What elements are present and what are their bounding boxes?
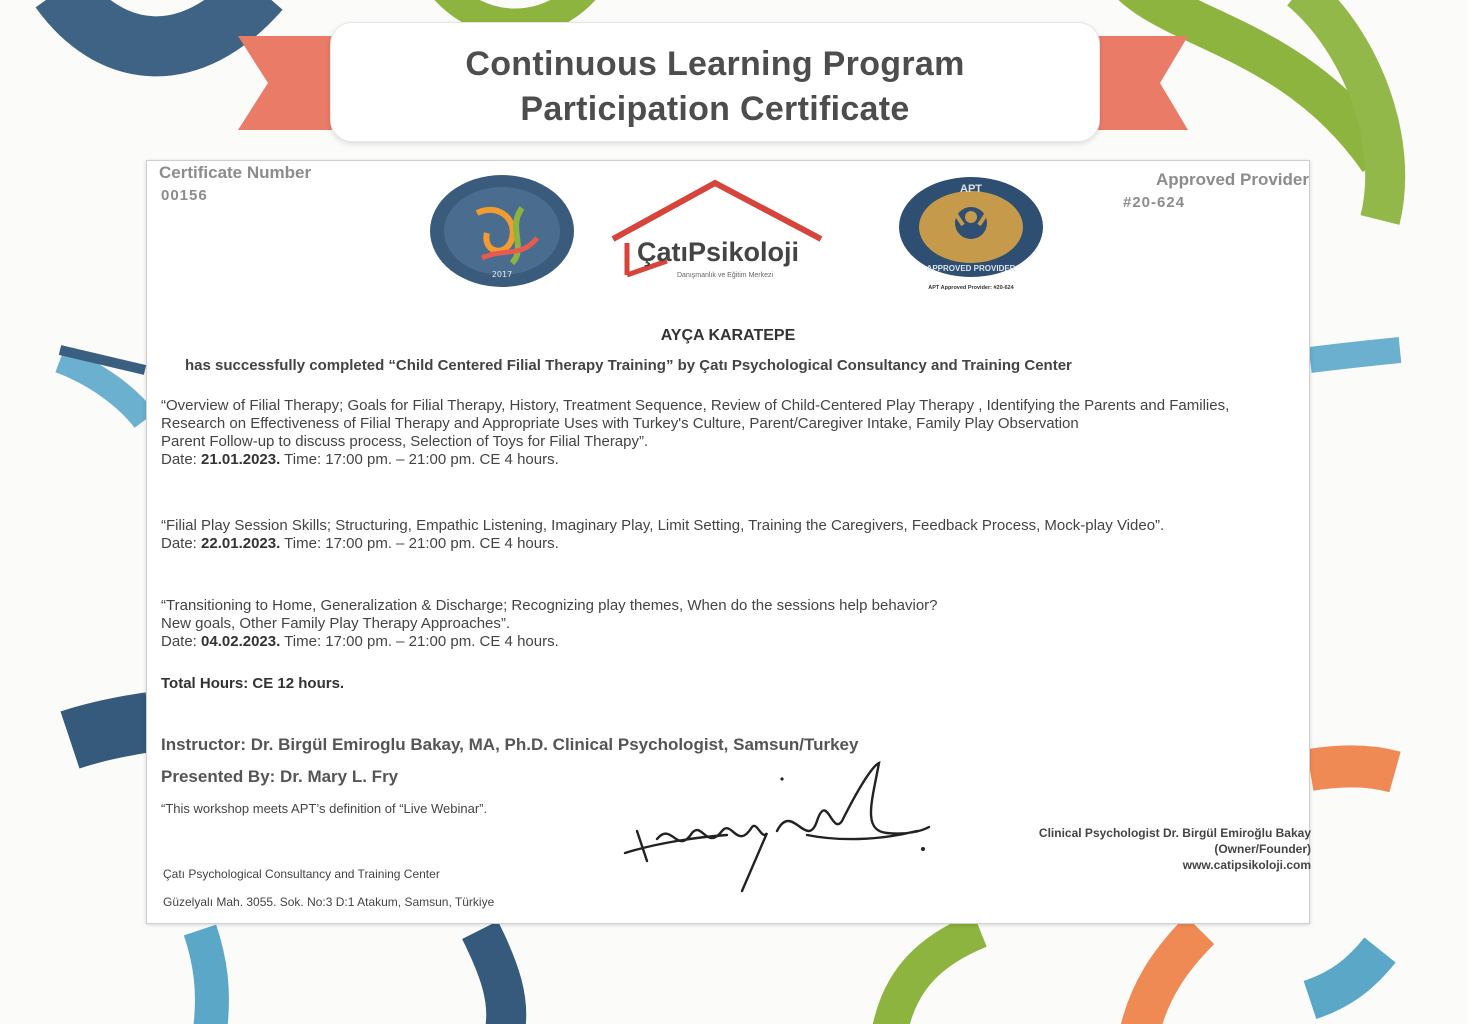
swirl-orange-bottom-right	[1140, 930, 1200, 1024]
footer-address: Güzelyalı Mah. 3055. Sok. No:3 D:1 Atakum, Samsun, Türkiye	[163, 895, 495, 909]
date-label: Date:	[161, 633, 202, 650]
session-date: 22.01.2023.	[201, 535, 281, 552]
swirl-green-bottom	[890, 930, 980, 1024]
brand-name: ÇatıPsikoloji	[637, 237, 800, 267]
date-label: Date:	[161, 535, 202, 552]
brand-tagline: Danışmanlık ve Eğitim Merkezi	[677, 272, 774, 279]
session-date-line	[161, 633, 1296, 651]
swirl-orange-right	[1310, 766, 1395, 772]
signatory-title: Clinical Psychologist Dr. Birgül Emiroğlu Bakay	[1038, 826, 1311, 840]
certificate-title-box	[330, 22, 1100, 142]
apt-seal-top-text: APT	[960, 183, 982, 195]
session-description: “Transitioning to Home, Generalization & Discharge; Recognizing play themes, When do the sessions help behavior? New goals, Other Family Play Therapy Approaches”.	[161, 597, 938, 632]
session-block	[161, 517, 1296, 553]
title-line-2: Participation Certificate	[520, 90, 910, 128]
approved-provider-label: Approved Provider	[1155, 170, 1309, 189]
session-date-line	[161, 451, 1296, 469]
session-time: Time: 17:00 pm. – 21:00 pm. CE 4 hours.	[280, 535, 559, 552]
swirl-teal-bottom-right	[1310, 950, 1380, 1000]
session-block	[161, 397, 1296, 469]
session-description: “Filial Play Session Skills; Structuring, Empathic Listening, Imaginary Play, Limit Setting, Training the Caregivers, Feedback Process, Mock-play Video”.	[161, 517, 1165, 534]
cati-psikoloji-logo	[607, 177, 877, 287]
apt-seal-bottom-text: APPROVED PROVIDER	[926, 264, 1016, 273]
swirl-teal-right	[1310, 350, 1400, 360]
session-date: 21.01.2023.	[201, 451, 281, 468]
presenter-line: Presented By: Dr. Mary L. Fry	[161, 767, 399, 786]
association-seal-logo	[427, 173, 577, 289]
webinar-note: “This workshop meets APT’s definition of “Live Webinar”.	[161, 801, 488, 816]
signatory-role: (Owner/Founder)	[1214, 842, 1311, 856]
instructor-line: Instructor: Dr. Birgül Emiroglu Bakay, MA, Ph.D. Clinical Psychologist, Samsun/Turkey	[161, 735, 859, 754]
ribbon-right	[1088, 36, 1188, 130]
completion-statement	[185, 357, 1072, 374]
certificate-number-value: 00156	[161, 187, 208, 204]
completion-prefix: has successfully completed	[185, 357, 389, 374]
footer-organization: Çatı Psychological Consultancy and Training Center	[163, 867, 440, 881]
title-line-1: Continuous Learning Program	[465, 45, 965, 83]
seal-year: 2017	[491, 270, 513, 279]
course-name: “Child Centered Filial Therapy Training”	[388, 357, 674, 374]
total-hours: Total Hours: CE 12 hours.	[161, 675, 345, 692]
swirl-green-top	[430, 0, 600, 23]
certificate-card	[146, 160, 1310, 924]
ribbon-left	[238, 36, 340, 130]
swirl-navy-bottom	[480, 930, 506, 1024]
recipient-name: AYÇA KARATEPE	[660, 327, 796, 344]
swirl-navy-bottom-left	[70, 722, 150, 740]
session-block	[161, 597, 1296, 651]
approved-provider-value: #20-624	[1123, 194, 1186, 211]
session-time: Time: 17:00 pm. – 21:00 pm. CE 4 hours.	[280, 633, 559, 650]
signatory-block	[1039, 825, 1311, 873]
swirl-navy-top-left	[60, 0, 260, 46]
session-date: 04.02.2023.	[201, 633, 281, 650]
handwritten-signature	[617, 761, 937, 901]
signatory-website: www.catipsikoloji.com	[1182, 858, 1311, 872]
swirl-teal-bottom-left	[200, 930, 212, 1024]
session-description: “Overview of Filial Therapy; Goals for Filial Therapy, History, Treatment Sequence, Review of Child-Centered Play Therapy , Identifying the Parents and Families, Research on Effectiveness of Filial Therapy and Appropriate Uses with Turkey's Culture, Parent/Caregiver Intake, Family Play Observation Parent Follow-up to discuss process, Selection of Toys for Filial Therapy”.	[161, 397, 1230, 450]
apt-seal-caption: APT Approved Provider: #20-624	[928, 285, 1014, 291]
session-time: Time: 17:00 pm. – 21:00 pm. CE 4 hours.	[280, 451, 559, 468]
session-date-line	[161, 535, 1296, 553]
completion-suffix: by Çatı Psychological Consultancy and Training Center	[673, 357, 1072, 374]
certificate-number-label: Certificate Number	[159, 163, 312, 182]
date-label: Date:	[161, 451, 202, 468]
apt-approved-provider-seal	[893, 175, 1053, 295]
